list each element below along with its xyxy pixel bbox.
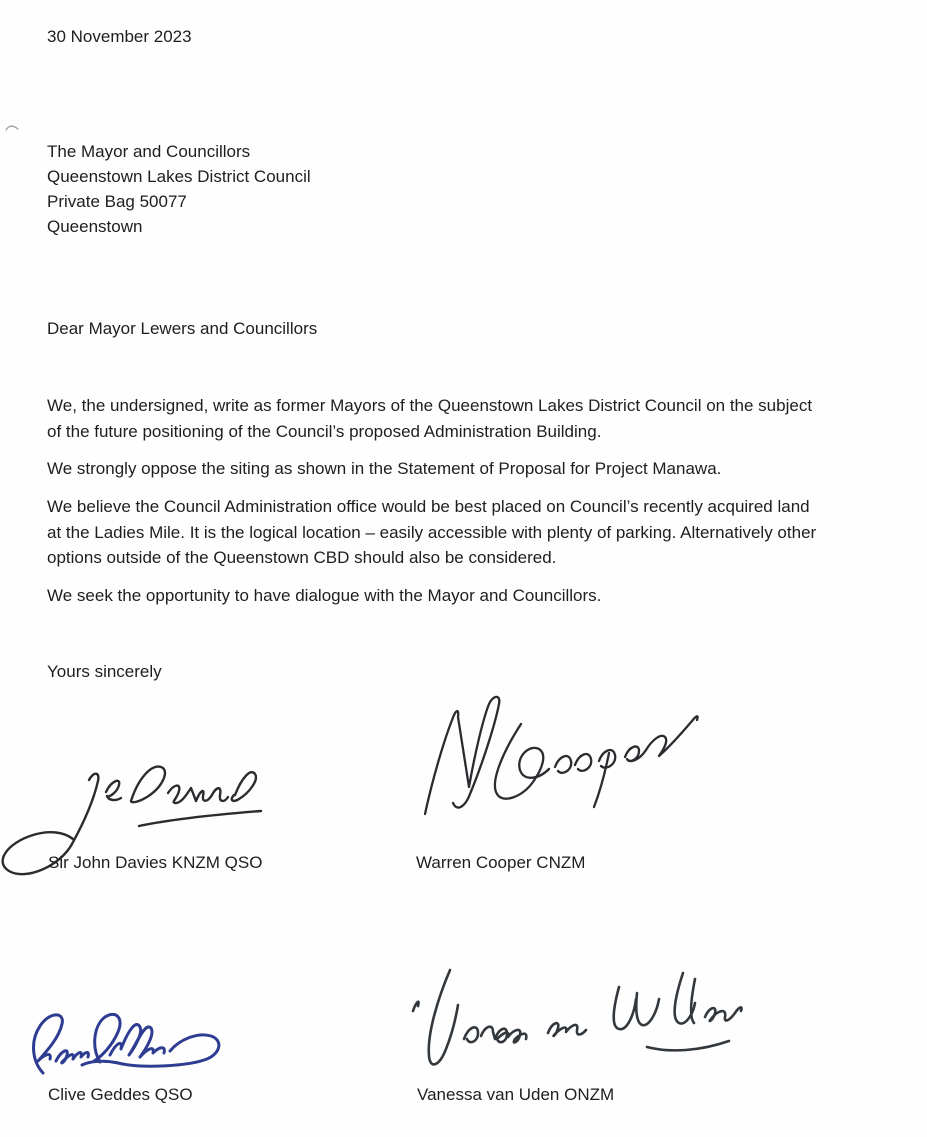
paragraph-line: of the future positioning of the Council’s proposed Administration Building. bbox=[47, 421, 602, 441]
scan-artifact-mark bbox=[4, 122, 20, 134]
recipient-line-2: Queenstown Lakes District Council bbox=[47, 167, 311, 186]
paragraph-line: We seek the opportunity to have dialogue with the Mayor and Councillors. bbox=[47, 586, 602, 605]
recipient-line-3: Private Bag 50077 bbox=[47, 192, 187, 211]
signature-clive-geddes-icon bbox=[24, 1003, 249, 1088]
body-paragraph-3 bbox=[47, 494, 816, 571]
paragraph-line: We strongly oppose the siting as shown in the Statement of Proposal for Project Manawa. bbox=[47, 459, 722, 478]
paragraph-line: options outside of the Queenstown CBD should also be considered. bbox=[47, 548, 557, 567]
paragraph-line: We believe the Council Administration office would be best placed on Council’s recently acquired land bbox=[47, 497, 810, 516]
paragraph-line: We, the undersigned, write as former Mayors of the Queenstown Lakes District Council on the subject bbox=[47, 396, 813, 415]
closing-valediction: Yours sincerely bbox=[47, 662, 162, 681]
salutation: Dear Mayor Lewers and Councillors bbox=[47, 319, 318, 338]
recipient-line-4: Queenstown bbox=[47, 217, 143, 236]
body-paragraph-4 bbox=[47, 583, 601, 609]
signatory-name-warren-cooper: Warren Cooper CNZM bbox=[416, 853, 586, 872]
signature-vanessa-van-uden-icon bbox=[398, 948, 763, 1088]
letter-date: 30 November 2023 bbox=[47, 27, 192, 46]
recipient-address bbox=[47, 139, 311, 239]
paragraph-line: at the Ladies Mile. It is the logical location – easily accessible with plenty of parking. Alternatively other bbox=[47, 522, 817, 542]
body-paragraph-1 bbox=[47, 393, 812, 444]
signatory-name-sir-john-davies: Sir John Davies KNZM QSO bbox=[48, 853, 263, 872]
signature-warren-cooper-icon bbox=[412, 693, 712, 823]
recipient-line-1: The Mayor and Councillors bbox=[47, 142, 251, 161]
signatory-name-vanessa-van-uden: Vanessa van Uden ONZM bbox=[417, 1085, 615, 1104]
body-paragraph-2 bbox=[47, 456, 721, 482]
signatory-name-clive-geddes: Clive Geddes QSO bbox=[48, 1085, 193, 1104]
